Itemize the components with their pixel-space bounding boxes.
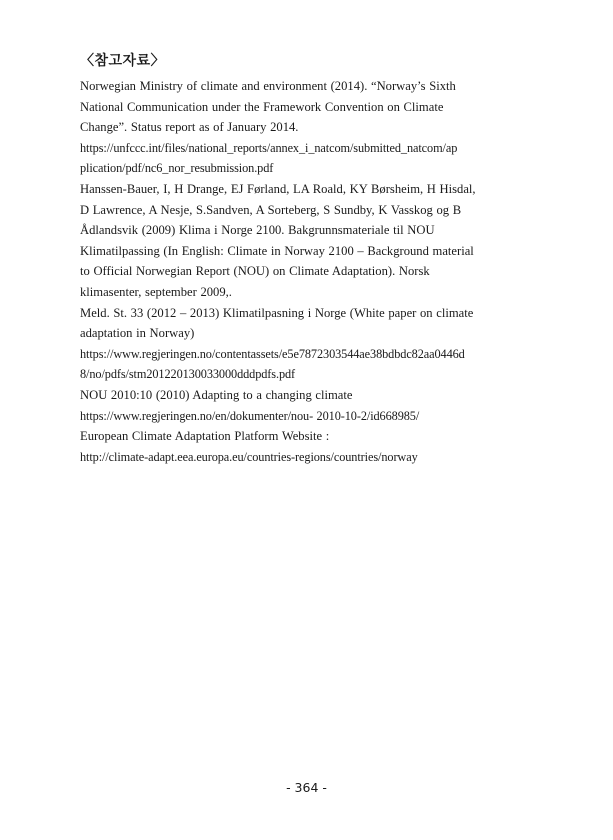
reference-url: http://climate-adapt.eea.europa.eu/countries-regions/countries/norway — [80, 449, 418, 464]
reference-text-line: adaptation in Norway) — [80, 326, 195, 341]
reference-item — [80, 76, 540, 179]
reference-text-line: National Communication under the Framework Convention on Climate — [80, 99, 444, 114]
reference-text-line: Change”. Status report as of January 2014. — [80, 120, 299, 135]
reference-text-line: Ådlandsvik (2009) Klima i Norge 2100. Bakgrunnsmateriale til NOU — [80, 223, 435, 238]
reference-text-line: Norwegian Ministry of climate and environment (2014). “Norway’s Sixth — [80, 79, 456, 93]
reference-text-line: klimasenter, september 2009,. — [80, 284, 232, 299]
reference-text-line: to Official Norwegian Report (NOU) on Climate Adaptation). Norsk — [80, 264, 430, 279]
reference-item — [80, 385, 540, 426]
reference-text-line: D Lawrence, A Nesje, S.Sandven, A Sorteberg, S Sundby, K Vasskog og B — [80, 202, 462, 217]
reference-text-line: European Climate Adaptation Platform Website : — [80, 429, 330, 444]
reference-list — [80, 76, 540, 467]
page-number: - 364 - — [286, 780, 327, 795]
reference-url: https://unfccc.int/files/national_reports/annex_i_natcom/submitted_natcom/ap — [80, 140, 458, 155]
reference-text-line: NOU 2010:10 (2010) Adapting to a changing climate — [80, 387, 353, 402]
reference-url: https://www.regjeringen.no/en/dokumenter/nou- 2010-10-2/id668985/ — [80, 408, 420, 423]
reference-item — [80, 303, 540, 385]
reference-text-line: Meld. St. 33 (2012 – 2013) Klimatilpasning i Norge (White paper on climate — [80, 305, 474, 320]
references-heading: 〈참고자료〉 — [80, 53, 166, 69]
reference-url: https://www.regjeringen.no/contentassets/e5e7872303544ae38bdbdc82aa0446d — [80, 346, 465, 361]
reference-item — [80, 179, 540, 303]
reference-text-line: Klimatilpassing (In English: Climate in Norway 2100 – Background material — [80, 243, 474, 258]
reference-url: plication/pdf/nc6_nor_resubmission.pdf — [80, 161, 274, 176]
reference-url: 8/no/pdfs/stm201220130033000dddpdfs.pdf — [80, 367, 296, 382]
reference-item — [80, 426, 540, 467]
reference-text-line: Hanssen-Bauer, I, H Drange, EJ Førland, LA Roald, KY Børsheim, H Hisdal, — [80, 181, 476, 196]
